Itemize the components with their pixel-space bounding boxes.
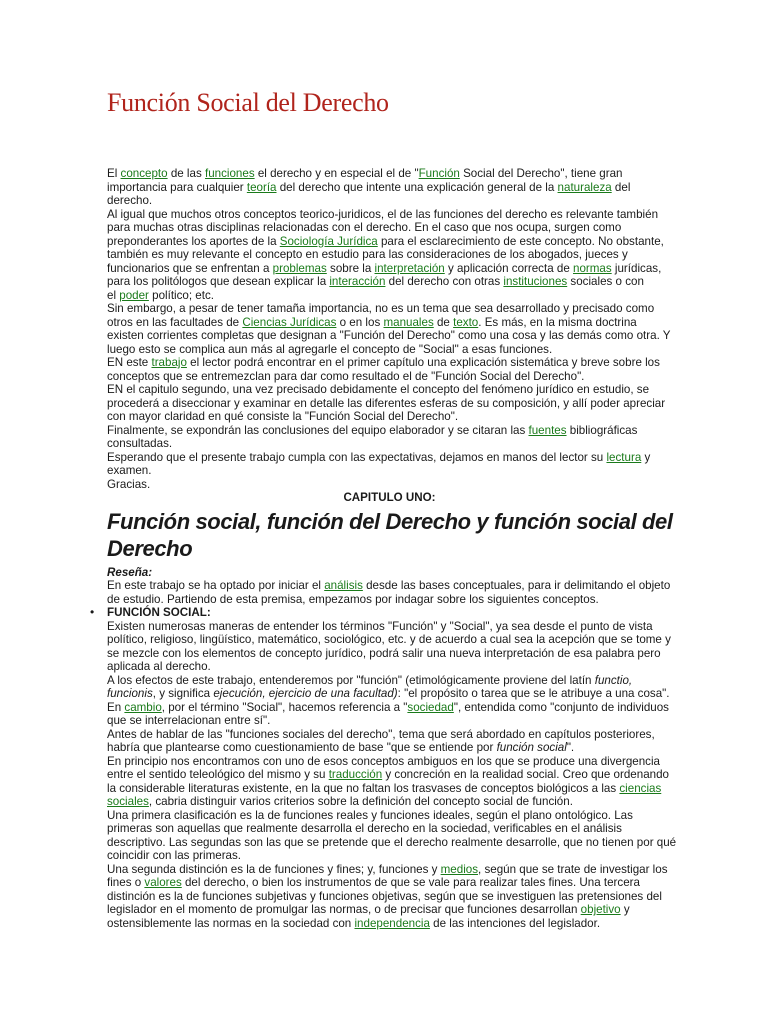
text-line (107, 687, 670, 701)
text-run: Existen numerosas maneras de entender los términos "Función" y "Social", ya sea desde el punto de vista (107, 619, 653, 633)
text-run: de las (167, 167, 205, 180)
text-run: EN el capitulo segundo, una vez precisado debidamente el concepto del fenómeno jurídico en estudio, se (107, 383, 650, 396)
link-sociología-jurídica[interactable]: Sociología Jurídica (279, 234, 378, 248)
text-line (107, 316, 652, 330)
text-run: primeras son aquellas que realmente desarrolla el derecho en la sociedad, verificables en el análisis (107, 822, 622, 835)
text-line (107, 700, 669, 715)
text-run: sobre la (326, 261, 375, 275)
link-cambio[interactable]: cambio (124, 700, 162, 714)
text-run: luego esto se complica aun más al agregarle el concepto de "Social" a esas funciones. (107, 342, 553, 356)
link-concepto[interactable]: concepto (120, 167, 168, 180)
text-run: , cabria distinguir varios criterios sobre la definición del concepto social de función. (148, 795, 573, 808)
text-run: distinción es la de funciones subjetivas y funciones objetivas, según que se investiguen las pretensiones del (107, 889, 662, 903)
text-run: coincidir con las primeras. (107, 849, 242, 862)
chapter-title (107, 508, 673, 562)
text-run: importancia para cualquier (107, 180, 247, 194)
text-line (107, 714, 652, 728)
text-run: functio, (594, 673, 633, 687)
text-line (107, 849, 652, 863)
text-run: de las intenciones del legislador. (429, 916, 601, 930)
text-run: ostensiblemente las normas en la sociedad con (107, 916, 355, 930)
text-run: el (107, 288, 120, 302)
text-line (107, 862, 668, 877)
text-line (107, 275, 652, 289)
text-line (107, 727, 655, 742)
link-ciencias[interactable]: ciencias (619, 781, 662, 795)
text-run: para los politólogos que desean explicar la (107, 275, 330, 288)
text-run: : "el propósito o tarea que se le atribuye a una cosa". (397, 687, 670, 700)
text-run: A los efectos de este trabajo, entenderemos por "función" (etimológicamente proviene del latín (107, 673, 595, 687)
text-line (107, 478, 652, 492)
link-fuentes[interactable]: fuentes (528, 423, 567, 437)
text-run: procederá a diseccionar y examinar en detalle las diferentes esferas de su composición, y allí poder apreciar (107, 396, 666, 410)
intro-section (107, 167, 671, 491)
text-run: o en los (336, 315, 384, 329)
text-run: Reseña: (107, 565, 153, 579)
link-valores[interactable]: valores (144, 876, 182, 889)
text-line (107, 248, 652, 262)
text-run: y concreción en la realidad social. Creo que ordenando (382, 768, 669, 781)
text-line (107, 370, 652, 384)
text-run: ejecución, ejercicio de una facultad) (213, 687, 398, 700)
text-run: ", entendida como "conjunto de individuos (453, 700, 669, 714)
link-trabajo[interactable]: trabajo (151, 356, 187, 369)
text-run: . Es más, en la misma doctrina (478, 315, 637, 329)
text-line (107, 768, 669, 782)
text-line (107, 396, 666, 411)
link-sociales[interactable]: sociales (107, 795, 149, 808)
text-run: Al igual que muchos otros conceptos teorico-juridicos, el de las funciones del derecho es relevante también (107, 207, 659, 221)
link-sociedad[interactable]: sociedad (407, 700, 454, 714)
text-run: del derecho que intente una explicación general de la (276, 180, 558, 194)
text-line (107, 329, 671, 343)
text-run: que se interrelacionan entre sí". (107, 714, 271, 727)
text-run: Esperando que el presente trabajo cumpla con las expectativas, dejamos en manos del lector su (107, 450, 607, 464)
text-run: Gracias. (107, 477, 151, 491)
text-run: Sin embargo, a pesar de tener tamaña importancia, no es un tema que sea desarrollado y precisado como (107, 302, 655, 315)
chapter-label: CAPITULO UNO: (343, 491, 436, 504)
link-problemas[interactable]: problemas (272, 261, 327, 275)
link-medios[interactable]: medios (440, 862, 479, 876)
text-line (107, 302, 655, 316)
text-run: habría que plantearse como cuestionamiento de base "que se entiende por (107, 741, 497, 754)
text-line (107, 221, 652, 235)
text-run: funcionarios que se enfrentan a (107, 261, 273, 275)
link-naturaleza[interactable]: naturaleza (557, 180, 612, 194)
text-run: otros en las facultades de (107, 315, 243, 329)
text-line (107, 593, 652, 607)
text-line (107, 795, 652, 809)
link-teoría[interactable]: teoría (246, 180, 277, 194)
text-run: desde las bases conceptuales, para ir delimitando el objeto (362, 579, 671, 592)
text-line (90, 605, 652, 620)
text-run: , según que se trate de investigar los (478, 862, 668, 876)
text-run: En (107, 700, 125, 714)
link-interacción[interactable]: interacción (329, 275, 386, 288)
text-line (107, 579, 671, 593)
bullet-icon: • (90, 605, 95, 619)
text-line (107, 181, 652, 195)
link-instituciones[interactable]: instituciones (503, 275, 568, 288)
text-line (107, 889, 662, 904)
text-line (107, 424, 652, 438)
text-line (107, 633, 671, 647)
text-line (107, 646, 661, 661)
text-run: de (433, 315, 454, 329)
link-manuales[interactable]: manuales (383, 315, 434, 329)
document-title: Función Social del Derecho (107, 88, 389, 117)
chapter-title-line: Función social, función del Derecho y función social del (107, 508, 673, 534)
text-run: , y significa (152, 687, 214, 700)
text-line (107, 822, 652, 836)
text-line (107, 903, 652, 917)
text-run: existen corrientes completas que designan a "Función del Derecho" como una cosa y las demás como otra. Y (107, 329, 671, 342)
text-line (107, 410, 652, 424)
text-run: del (611, 180, 631, 194)
text-run: con mayor claridad en qué consiste la "Función Social del Derecho". (107, 410, 459, 423)
text-run: entre el sentido teleológico del mismo y su (107, 768, 329, 781)
text-line (107, 660, 652, 674)
text-run: político, religioso, lingüístico, matemático, sociológico, etc. y de acuerdo a cual sea la acepción que se tome y (107, 633, 671, 646)
text-run: Una primera clasificación es la de funciones reales y funciones ideales, según el plano ontológico. Las (107, 808, 633, 822)
text-run: FUNCIÓN SOCIAL: (107, 606, 211, 619)
text-line (107, 207, 659, 222)
text-run: Antes de hablar de las "funciones sociales del derecho", tema que será abordado en capítulos posteriores, (107, 727, 655, 741)
text-run: del derecho con otras (385, 275, 504, 288)
text-line (107, 464, 652, 478)
text-run: se mezcle con los elementos de concepto jurídico, podrá salir una nueva interpretación de esa palabra pero (107, 646, 661, 660)
text-line (107, 437, 652, 451)
link-interpretación[interactable]: interpretación (374, 261, 445, 275)
text-run: conceptos que se entremezclan para dar como resultado el de "Función Social del Derecho". (107, 369, 585, 383)
link-análisis[interactable]: análisis (324, 579, 363, 592)
link-normas[interactable]: normas (573, 261, 612, 275)
text-run: sociales o con (567, 275, 644, 288)
text-run: consultadas. (107, 437, 173, 450)
text-line (107, 343, 652, 357)
text-line (107, 289, 652, 303)
link-traducción[interactable]: traducción (328, 768, 383, 781)
text-run: político; etc. (148, 288, 214, 302)
text-line (107, 356, 660, 370)
text-line (107, 754, 660, 769)
text-run: funcionis (107, 687, 153, 700)
text-run: el derecho y en especial el de " (254, 167, 419, 180)
text-run: Una segunda distinción es la de funciones y fines; y, funciones y (107, 862, 441, 876)
text-run: del derecho, o bien los instrumentos de que se vale para realizar tales fines. Una tercera (181, 876, 640, 889)
text-line (107, 451, 652, 465)
chapter-title-line: Derecho (107, 535, 193, 561)
text-run: ". (566, 741, 575, 754)
link-independencia[interactable]: independencia (354, 916, 430, 930)
text-run: bibliográficas (566, 423, 638, 437)
text-run: EN este (107, 356, 152, 369)
text-line (107, 194, 652, 208)
text-line (107, 741, 652, 755)
text-run: la considerable literaturas existente, en la que no faltan los trasvases de conceptos biológicos a las (107, 781, 620, 795)
link-poder[interactable]: poder (119, 288, 149, 302)
text-run: examen. (107, 464, 152, 477)
text-run: jurídicas, (611, 261, 662, 275)
link-objetivo[interactable]: objetivo (580, 903, 621, 916)
text-run: preponderantes los aportes de la (107, 234, 280, 248)
text-run: función social (496, 741, 567, 754)
text-run: Social del Derecho", tiene gran (459, 167, 623, 180)
link-ciencias-jurídicas[interactable]: Ciencias Jurídicas (242, 315, 337, 329)
text-run: fines o (107, 876, 145, 889)
link-función[interactable]: Función (418, 167, 460, 180)
text-run: para muchas otras disciplinas relacionadas con el derecho. En el caso que nos ocupa, surgen como (107, 221, 622, 234)
text-run: de estudio. Partiendo de esta premisa, empezamos por indagar sobre los siguientes conceptos. (107, 592, 599, 606)
text-run: Finalmente, se expondrán las conclusiones del equipo elaborador y se citaran las (107, 423, 529, 437)
text-run: En este trabajo se ha optado por iniciar el (107, 579, 325, 592)
text-line (107, 234, 664, 249)
text-run: derecho. (107, 194, 153, 207)
text-line (107, 566, 652, 580)
text-run: y (641, 450, 651, 464)
text-run: En principio nos encontramos con uno de esos conceptos ambiguos en los que se produce una divergencia (107, 754, 660, 768)
text-run: y aplicación correcta de (444, 261, 573, 275)
text-line (107, 781, 662, 796)
text-run: descriptivo. Las segundas son las que se pretende que el derecho realmente desarrolle, que no tienen por qué (107, 835, 677, 849)
text-run: el lector podrá encontrar en el primer capítulo una explicación sistemática y breve sobre los (186, 356, 660, 369)
link-funciones[interactable]: funciones (204, 167, 255, 180)
link-texto[interactable]: texto (453, 315, 479, 329)
text-line (107, 167, 652, 181)
text-run: aplicada al derecho. (107, 660, 211, 673)
text-run: y (620, 903, 630, 916)
text-line (107, 809, 652, 823)
text-line (107, 674, 652, 688)
text-run: legislador en el momento de promulgar las normas, o de precisar que funciones desarrollan (107, 903, 581, 916)
document-body (90, 167, 677, 930)
text-run: para el esclarecimiento de este concepto. No obstante, (377, 234, 664, 248)
text-line (107, 261, 662, 276)
concepts-section (90, 565, 677, 931)
text-line (107, 876, 652, 890)
text-line (107, 383, 652, 397)
text-line (107, 835, 677, 850)
text-run: también es muy relevante el concepto en estudio para las consideraciones de los abogados, jueces y (107, 248, 628, 261)
link-lectura[interactable]: lectura (606, 450, 642, 464)
text-run: El (107, 167, 121, 180)
text-line (107, 620, 652, 634)
text-run: , por el término "Social", hacemos referencia a " (161, 700, 408, 714)
text-line (107, 917, 652, 931)
